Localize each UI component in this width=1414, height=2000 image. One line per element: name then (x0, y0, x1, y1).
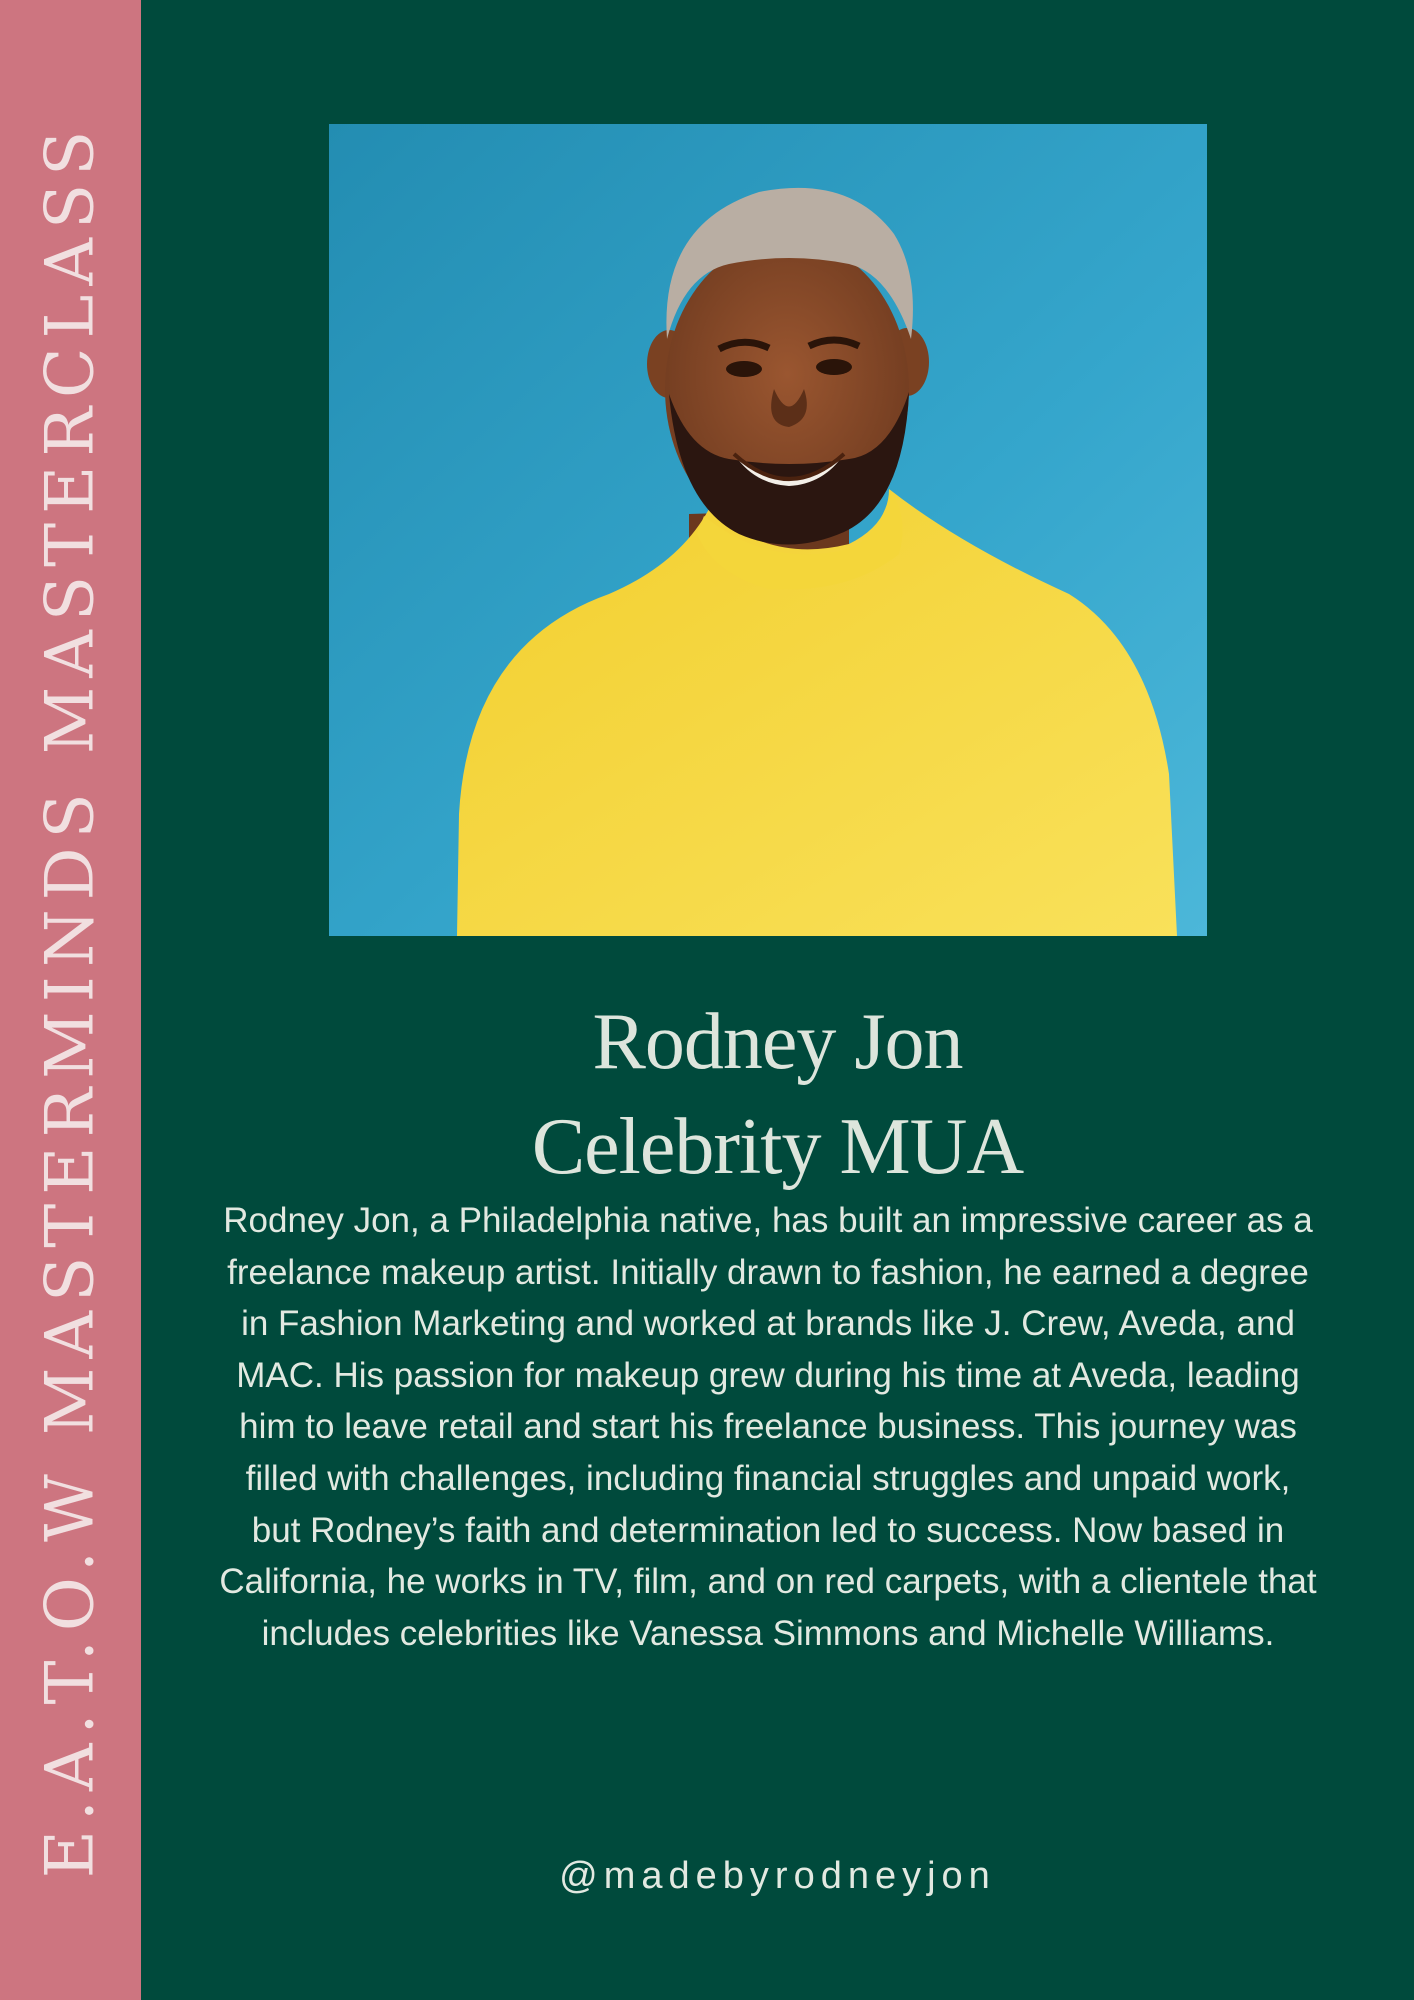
social-handle: @madebyrodneyjon (559, 1855, 996, 1897)
profile-title: Celebrity MUA (531, 1103, 1024, 1191)
sidebar (0, 0, 141, 2000)
profile-bio: Rodney Jon, a Philadelphia native, has built an impressive career as a freelance makeup artist. Initially drawn to fashion, he earned a degree in Fashion Marketing and worked at brands like J. Crew, Aveda, and MAC. His passion for makeup grew during his time at Aveda, leading him to leave retail and start his freelance business. This journey was filled with challenges, including financial struggles and unpaid work, but Rodney’s faith and determination led to success. Now based in California, he works in TV, film, and on red carpets, with a clientele that includes celebrities like Vanessa Simmons and Michelle Williams. (219, 1201, 1317, 1653)
profile-name: Rodney Jon (592, 998, 963, 1086)
sidebar-title: E.A.T.O.W MASTERMINDS MASTERCLASS (31, 121, 109, 1879)
profile-photo (329, 124, 1207, 936)
